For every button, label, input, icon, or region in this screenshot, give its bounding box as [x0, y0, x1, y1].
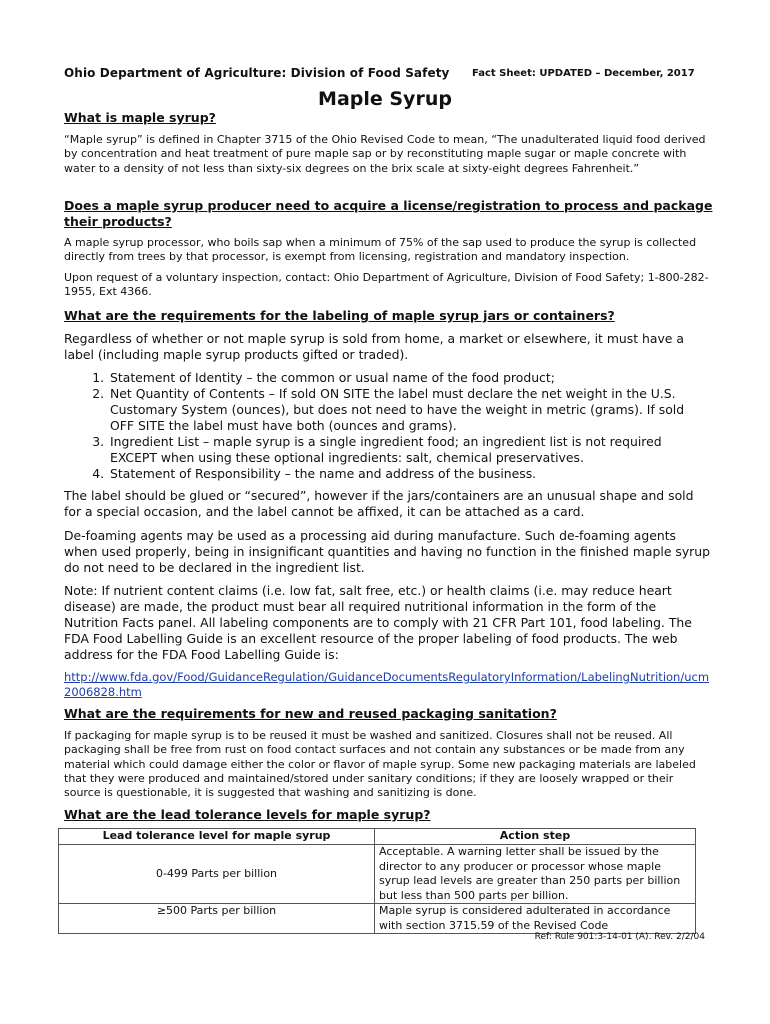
list-item: 3. Ingredient List – maple syrup is a single ingredient food; an ingredient list is not required EXCEPT when using these optional ingredients: salt, chemical preservatives. — [108, 434, 712, 466]
table-cell-action: Maple syrup is considered adulterated in accordance with section 3715.59 of the Revised Code — [375, 904, 696, 934]
table-header-action-step: Action step — [375, 829, 696, 845]
page-title: Maple Syrup — [318, 88, 452, 110]
list-item: 2. Net Quantity of Contents – If sold ON SITE the label must declare the net weight in the U.S. Customary System (ounces), but does not need to have the weight in metric (grams). If sold OFF SITE the label must have both (ounces and grams). — [108, 386, 712, 434]
rule-reference: Ref: Rule 901:3-14-01 (A). Rev. 2/2/04 — [534, 932, 705, 942]
definition-paragraph: “Maple syrup” is defined in Chapter 3715 of the Ohio Revised Code to mean, “The unadulterated liquid food derived by concentration and heat treatment of pure maple sap or by reconstituting maple sugar or maple concrete with water to a density of not less than sixty-six degrees on the brix scale at sixty-eight degrees Fahrenheit.” — [64, 133, 706, 175]
table-cell-level: 0-499 Parts per billion — [59, 845, 375, 904]
defoaming-paragraph: De-foaming agents may be used as a processing aid during manufacture. Such de-foaming agents when used properly, being in insignificant quantities and having no function in the finished maple syrup do not need to be declared in the ingredient list. — [64, 528, 710, 575]
label-requirements-list — [64, 370, 712, 482]
license-exemption-paragraph: A maple syrup processor, who boils sap when a minimum of 75% of the sap used to produce the syrup is collected directly from trees by that processor, is exempt from licensing, registration and mandatory inspection. — [64, 236, 697, 264]
label-glued-paragraph: The label should be glued or “secured”, however if the jars/containers are an unusual shape and sold for a special occasion, and the label cannot be affixed, it can be attached as a card. — [64, 488, 694, 519]
heading-license: Does a maple syrup producer need to acquire a license/registration to process and package their products? — [64, 198, 713, 229]
heading-lead-tolerance: What are the lead tolerance levels for maple syrup? — [64, 807, 431, 822]
table-cell-action: Acceptable. A warning letter shall be issued by the director to any producer or processor whose maple syrup lead levels are greater than 250 parts per billion but less than 500 parts per billion. — [375, 845, 696, 904]
lead-tolerance-table — [58, 828, 696, 934]
heading-labeling: What are the requirements for the labeling of maple syrup jars or containers? — [64, 308, 615, 323]
packaging-paragraph: If packaging for maple syrup is to be reused it must be washed and sanitized. Closures shall not be reused. All packaging shall be free from rust on food contact surfaces and not contain any substances or be made from any material which could damage either the color or flavor of maple syrup. Some new packaging materials are labeled that they were produced and maintained/stored under sanitary conditions; if they are loosely wrapped or their source is questionable, it is suggested that washing and sanitizing is done. — [64, 729, 696, 800]
table-row — [59, 845, 696, 904]
heading-what-is-maple-syrup: What is maple syrup? — [64, 110, 216, 125]
table-header-lead-level: Lead tolerance level for maple syrup — [59, 829, 375, 845]
voluntary-inspection-paragraph: Upon request of a voluntary inspection, contact: Ohio Department of Agriculture, Division of Food Safety; 1-800-282-1955, Ext 4366. — [64, 271, 709, 299]
fda-labeling-guide-link[interactable]: http://www.fda.gov/Food/GuidanceRegulation/GuidanceDocumentsRegulatoryInformation/LabelingNutrition/ucm2006828.htm — [64, 670, 710, 699]
heading-packaging: What are the requirements for new and reused packaging sanitation? — [64, 706, 557, 721]
fact-sheet-date: Fact Sheet: UPDATED – December, 2017 — [472, 68, 695, 79]
labeling-intro: Regardless of whether or not maple syrup is sold from home, a market or elsewhere, it must have a label (including maple syrup products gifted or traded). — [64, 331, 684, 362]
table-cell-level: ≥500 Parts per billion — [59, 904, 375, 934]
list-item: 4. Statement of Responsibility – the name and address of the business. — [108, 466, 712, 482]
table-row — [59, 904, 696, 934]
table-header-row — [59, 829, 696, 845]
nutrition-note-paragraph: Note: If nutrient content claims (i.e. low fat, salt free, etc.) or health claims (i.e. may reduce heart disease) are made, the product must bear all required nutritional information in the form of the Nutrition Facts panel. All labeling components are to comply with 21 CFR Part 101, food labeling. The FDA Food Labelling Guide is an excellent resource of the proper labeling of food products. The web address for the FDA Food Labelling Guide is: — [64, 583, 692, 662]
list-item: 1. Statement of Identity – the common or usual name of the food product; — [108, 370, 712, 386]
agency-header: Ohio Department of Agriculture: Division of Food Safety — [64, 66, 450, 80]
